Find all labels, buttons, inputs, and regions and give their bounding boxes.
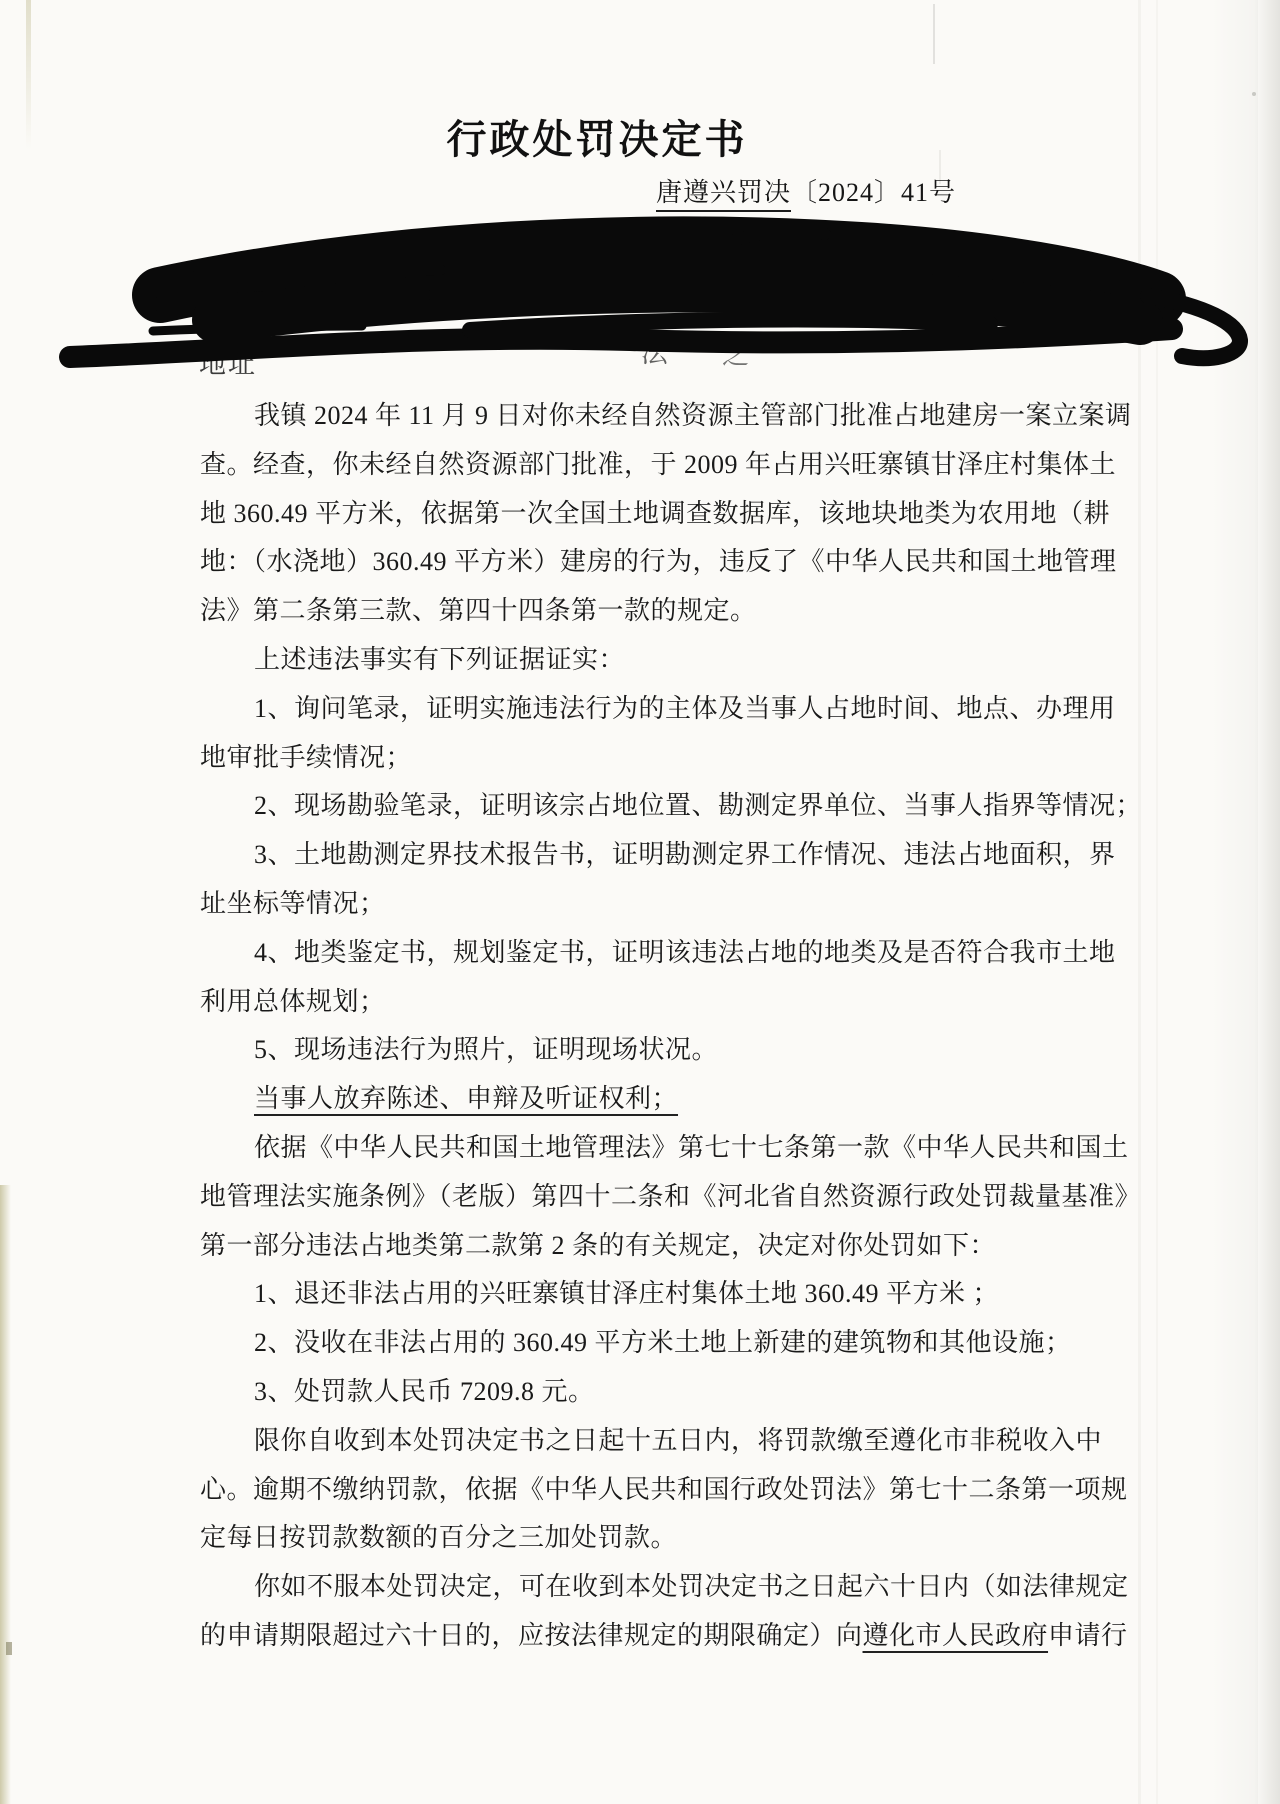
body-line (200, 782, 1143, 831)
body-text: 3、处罚款人民币 7209.8 元。 (254, 1376, 595, 1406)
body-text: 利用总体规划； (200, 986, 386, 1016)
body-line (200, 392, 1132, 441)
body-line (200, 1563, 1129, 1612)
body-line (200, 1417, 1110, 1466)
body-line (200, 441, 1117, 490)
body-text: 5、现场违法行为照片，证明现场状况。 (254, 1035, 719, 1065)
body-text: 2、没收在非法占用的 360.49 平方米土地上新建的建筑物和其他设施； (254, 1328, 1072, 1358)
body-line (200, 587, 1110, 636)
body-text: 依据《中华人民共和国土地管理法》第七十七条第一款《中华人民共和国土 (254, 1132, 1129, 1162)
underlined-text: 当事人放弃陈述、申辩及听证权利； (254, 1084, 679, 1114)
redaction-scribble (0, 0, 1280, 400)
document-number-suffix: 〔2024〕41号 (790, 178, 956, 207)
body-text: 你如不服本处罚决定，可在收到本处罚决定书之日起六十日内（如法律规定 (254, 1572, 1129, 1602)
body-line (200, 1222, 1110, 1271)
redacted-text-fragment: 法 (641, 338, 670, 368)
scan-speck (6, 1642, 12, 1655)
body-text: 限你自收到本处罚决定书之日起十五日内，将罚款缴至遵化市非税收入中 (254, 1425, 1103, 1455)
body-line (200, 734, 1110, 783)
body-text: 法》第二条第三款、第四十四条第一款的规定。 (200, 596, 757, 626)
body-line (200, 831, 1116, 880)
body-text: 上述违法事实有下列证据证实： (254, 644, 626, 674)
redacted-address-label: 地址 (199, 349, 257, 379)
underlined-text: 遵化市人民政府 (862, 1620, 1049, 1650)
body-line (200, 1466, 1128, 1515)
body-text: 3、土地勘测定界技术报告书，证明勘测定界工作情况、违法占地面积，界 (254, 840, 1116, 870)
body-text: 我镇 2024 年 11 月 9 日对你未经自然资源主管部门批准占地建房一案立案调 (254, 401, 1132, 430)
body-text: 的申请期限超过六十日的，应按法律规定的期限确定）向 (200, 1620, 863, 1650)
body-line (200, 929, 1116, 978)
body-line (200, 636, 1110, 685)
body-text: 申请行 (1048, 1620, 1128, 1650)
body-text: 4、地类鉴定书，规划鉴定书，证明该违法占地的地类及是否符合我市土地 (254, 937, 1116, 967)
document-title: 行政处罚决定书 (446, 117, 748, 162)
body-line (200, 978, 1110, 1027)
redacted-text-fragment: 之 (722, 340, 751, 370)
body-text: 址坐标等情况； (200, 888, 386, 918)
body-text: 地管理法实施条例》（老版）第四十二条和《河北省自然资源行政处罚裁量基准》 (200, 1181, 1142, 1211)
document-number-prefix: 唐遵兴罚决 (656, 178, 791, 212)
body-text: 1、退还非法占用的兴旺寨镇甘泽庄村集体土地 360.49 平方米 ； (254, 1279, 1000, 1309)
body-text: 定每日按罚款数额的百分之三加处罚款。 (200, 1523, 678, 1553)
body-line (200, 1514, 1110, 1563)
body-line (200, 1368, 1110, 1417)
body-line (200, 1319, 1110, 1368)
body-text: 心。逾期不缴纳罚款，依据《中华人民共和国行政处罚法》第七十二条第一项规 (200, 1474, 1128, 1504)
body-line (200, 1612, 1128, 1661)
document-body (200, 392, 1143, 1661)
body-line (200, 1075, 1110, 1124)
body-text: 地 360.49 平方米，依据第一次全国土地调查数据库，该地块地类为农用地（耕 (200, 498, 1111, 528)
body-line (200, 685, 1116, 734)
body-line (200, 1173, 1142, 1222)
body-line (200, 490, 1110, 539)
page-edge-strip-left (0, 1185, 11, 1804)
body-line (200, 538, 1117, 587)
body-text: 2、现场勘验笔录，证明该宗占地位置、勘测定界单位、当事人指界等情况； (254, 791, 1143, 821)
body-line (200, 1026, 1110, 1075)
body-text: 第一部分违法占地类第二款第 2 条的有关规定，决定对你处罚如下： (200, 1230, 997, 1260)
body-text: 查。经查，你未经自然资源部门批准，于 2009 年占用兴旺寨镇甘泽庄村集体土 (200, 449, 1117, 479)
body-text: 地审批手续情况； (200, 742, 413, 772)
body-text: 1、询问笔录，证明实施违法行为的主体及当事人占地时间、地点、办理用 (254, 693, 1116, 723)
body-text: 地：（水浇地）360.49 平方米）建房的行为，违反了《中华人民共和国土地管理 (200, 547, 1117, 577)
body-line (200, 880, 1110, 929)
body-line (200, 1124, 1129, 1173)
body-line (200, 1270, 1110, 1319)
